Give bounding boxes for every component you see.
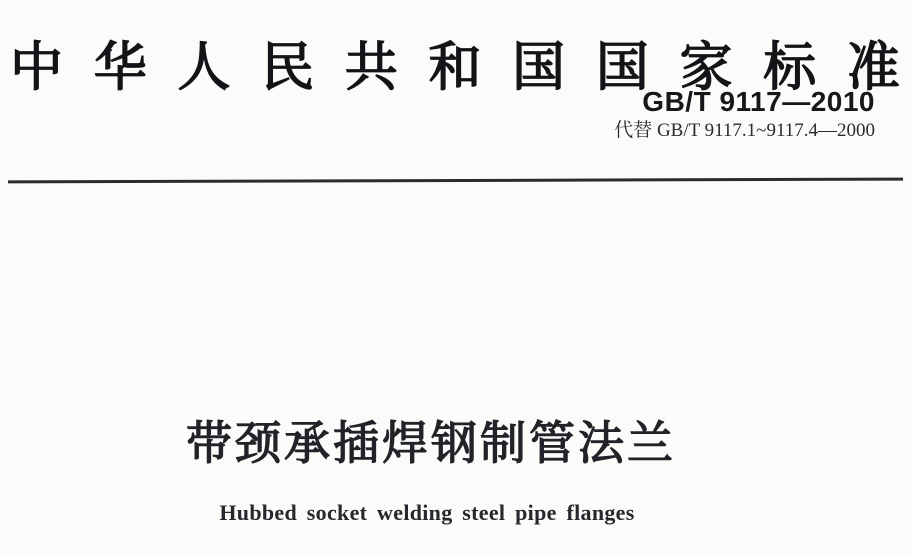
masthead-char: 国 xyxy=(595,38,649,97)
masthead-char: 标 xyxy=(763,38,817,97)
masthead-char: 民 xyxy=(261,38,315,97)
masthead-char: 准 xyxy=(846,38,900,97)
masthead-char: 人 xyxy=(177,38,231,97)
masthead-char: 中 xyxy=(10,38,63,97)
masthead-char: 国 xyxy=(512,38,566,97)
masthead-char: 共 xyxy=(344,38,398,97)
header-rule xyxy=(8,178,903,184)
standard-code-block xyxy=(614,86,875,143)
masthead-char: 家 xyxy=(679,38,733,97)
standard-code: GB/T 9117—2010 xyxy=(642,86,875,117)
masthead-char: 和 xyxy=(428,38,482,97)
standard-title-english: Hubbed socket welding steel pipe flanges xyxy=(219,500,635,525)
standard-title-chinese: 带颈承插焊钢制管法兰 xyxy=(186,417,676,470)
superseded-standards: 代替 GB/T 9117.1~9117.4—2000 xyxy=(614,120,875,141)
masthead-char: 华 xyxy=(93,38,147,97)
